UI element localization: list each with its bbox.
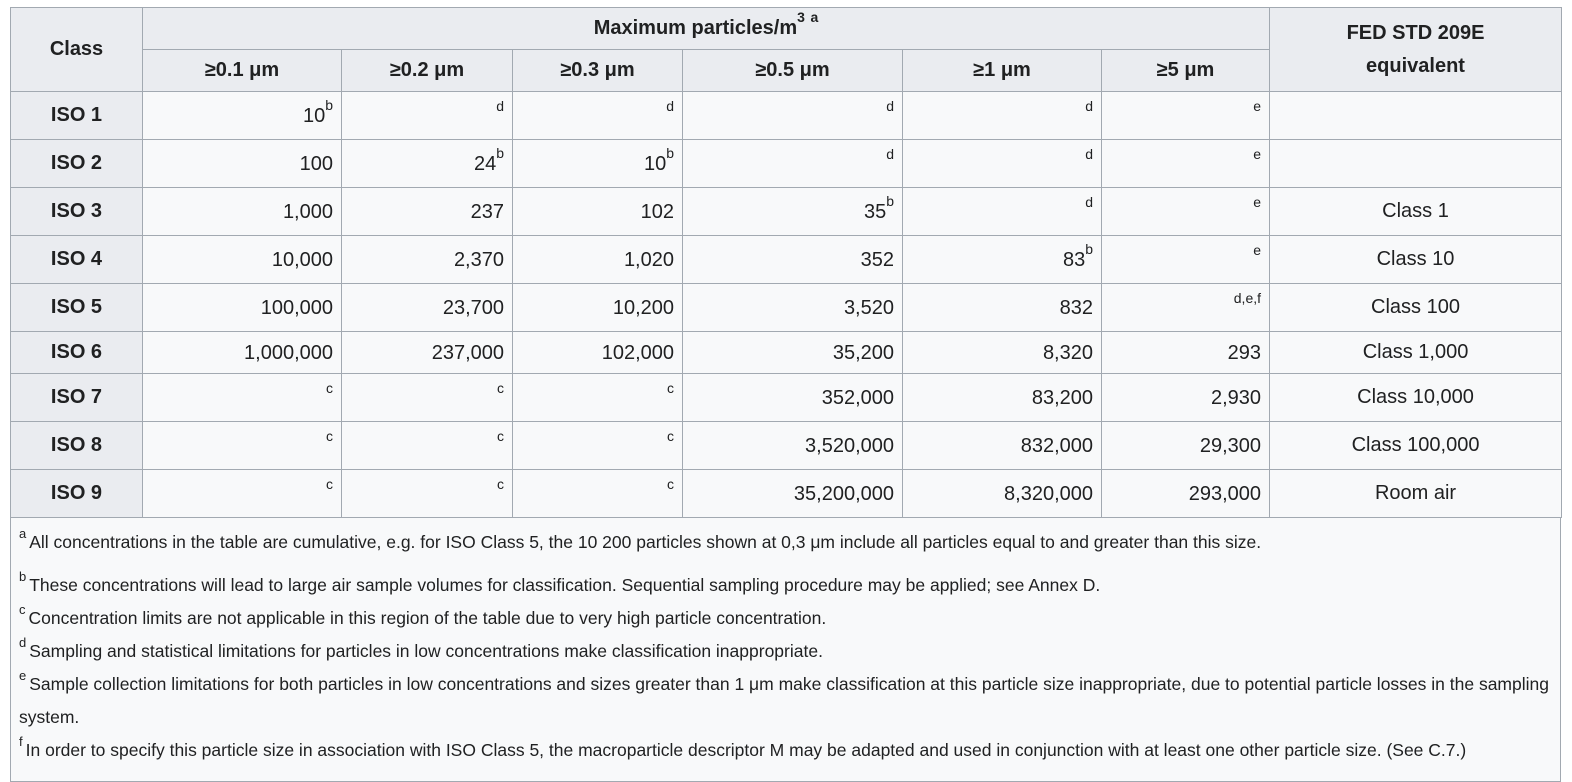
row-class-label: ISO 2 (11, 140, 143, 188)
row-class-label: ISO 9 (11, 470, 143, 518)
cell-footnote-mark: b (666, 144, 674, 161)
table-cell (342, 332, 513, 374)
row-class-label: ISO 1 (11, 92, 143, 140)
table-cell (342, 374, 513, 422)
table-row (11, 470, 1562, 518)
table-cell (342, 284, 513, 332)
cell-footnote-mark: d (1085, 146, 1093, 162)
cell-value: 10 (643, 152, 667, 175)
iso-cleanroom-classification-table (10, 7, 1562, 518)
table-cell (342, 236, 513, 284)
cell-footnote-mark: e (1253, 146, 1262, 162)
table-cell (143, 188, 342, 236)
table-cell (683, 374, 903, 422)
footnote-mark: a (19, 526, 27, 542)
footnote-mark: f (19, 734, 23, 750)
table-row (11, 140, 1562, 188)
header-size-3: ≥0.5 μm (683, 50, 903, 92)
fed-equivalent-cell: Class 100,000 (1270, 422, 1562, 470)
cell-footnote-mark: e (1253, 242, 1262, 258)
row-class-label: ISO 7 (11, 374, 143, 422)
cell-footnote-mark: b (325, 96, 333, 113)
table-cell (683, 332, 903, 374)
cell-value: 29,300 (1199, 434, 1262, 457)
cell-footnote-mark: d (1085, 194, 1093, 210)
cell-footnote-mark: c (667, 380, 674, 396)
footnote-c (19, 602, 1552, 635)
row-class-label: ISO 4 (11, 236, 143, 284)
fed-equivalent-cell: Class 1,000 (1270, 332, 1562, 374)
table-cell (143, 92, 342, 140)
cell-footnote-mark: c (326, 476, 333, 492)
table-cell (143, 374, 342, 422)
footnote-mark: d (19, 635, 27, 651)
table-body (11, 92, 1562, 518)
cell-value: 293,000 (1188, 482, 1262, 505)
cell-footnote-mark: b (1085, 240, 1093, 257)
table-cell (683, 140, 903, 188)
table-cell (1102, 140, 1270, 188)
cell-value: 8,320 (1042, 341, 1093, 364)
table-cell (143, 236, 342, 284)
row-class-label: ISO 8 (11, 422, 143, 470)
table-cell (143, 140, 342, 188)
cell-value: 24 (473, 152, 497, 175)
cell-footnote-mark: d,e,f (1233, 290, 1262, 306)
header-size-5: ≥5 μm (1102, 50, 1270, 92)
footnote-text: Sample collection limitations for both particles in low concentrations and sizes greater than 1 μm make classification at this particle size inappropriate, due to potential particle losses in the sampling system. (19, 674, 1549, 727)
table-row (11, 188, 1562, 236)
table-cell (903, 332, 1102, 374)
table-cell (683, 236, 903, 284)
header-fed-std (1270, 8, 1562, 92)
cell-value: 35 (863, 200, 887, 223)
table-cell (342, 92, 513, 140)
table-cell (683, 422, 903, 470)
cell-footnote-mark: b (496, 144, 504, 161)
table-cell (903, 470, 1102, 518)
table-cell (903, 284, 1102, 332)
table-row (11, 236, 1562, 284)
table-cell (513, 332, 683, 374)
table-row (11, 374, 1562, 422)
cell-value: 100 (299, 152, 333, 175)
cell-value: 832,000 (1020, 434, 1093, 457)
cell-value: 102 (640, 200, 674, 223)
cell-footnote-mark: c (667, 476, 674, 492)
fed-equivalent-cell: Class 10 (1270, 236, 1562, 284)
cell-value: 2,930 (1210, 386, 1262, 409)
table-footnotes (10, 518, 1561, 782)
table-cell (903, 236, 1102, 284)
cell-value: 23,700 (442, 296, 504, 319)
footnote-text: Sampling and statistical limitations for particles in low concentrations make classification inappropriate. (29, 641, 823, 661)
footnote-e (19, 668, 1552, 734)
header-size-0: ≥0.1 μm (143, 50, 342, 92)
table-cell (513, 140, 683, 188)
table-cell (683, 470, 903, 518)
table-cell (1102, 470, 1270, 518)
cell-footnote-mark: c (497, 428, 504, 444)
table-cell (513, 236, 683, 284)
cell-value: 35,200,000 (793, 482, 894, 505)
fed-equivalent-cell (1270, 140, 1562, 188)
cell-value: 2,370 (453, 248, 504, 271)
cell-value: 1,000 (282, 200, 333, 223)
iso-cleanroom-table-container (10, 7, 1561, 782)
cell-value: 352,000 (821, 386, 894, 409)
footnote-mark: e (19, 668, 27, 684)
header-group-label: Maximum particles/m (593, 17, 798, 39)
table-cell (513, 374, 683, 422)
table-cell (903, 140, 1102, 188)
table-row (11, 92, 1562, 140)
footnote-b (19, 569, 1552, 602)
footnote-text: In order to specify this particle size in association with ISO Class 5, the macroparticle descriptor M may be adapted and used in conjunction with at least one other particle size. (See C.7.) (25, 740, 1467, 760)
table-row (11, 284, 1562, 332)
fed-equivalent-cell: Room air (1270, 470, 1562, 518)
table-cell (342, 422, 513, 470)
table-cell (1102, 284, 1270, 332)
cell-footnote-mark: e (1253, 194, 1262, 210)
cell-value: 832 (1059, 296, 1093, 319)
cell-footnote-mark: c (497, 476, 504, 492)
header-class-label: Class (49, 38, 104, 60)
header-row-1 (11, 8, 1562, 50)
cell-footnote-mark: c (667, 428, 674, 444)
cell-footnote-mark: c (326, 428, 333, 444)
table-cell (342, 470, 513, 518)
table-row (11, 332, 1562, 374)
table-cell (143, 470, 342, 518)
table-cell (1102, 374, 1270, 422)
cell-value: 83 (1062, 248, 1086, 271)
row-class-label: ISO 6 (11, 332, 143, 374)
header-fed-line2: equivalent (1366, 54, 1465, 77)
table-cell (342, 188, 513, 236)
table-cell (903, 92, 1102, 140)
footnote-text: These concentrations will lead to large air sample volumes for classification. Sequential sampling procedure may be applied; see Annex D. (29, 575, 1101, 595)
cell-value: 237,000 (431, 341, 504, 364)
cell-footnote-mark: d (886, 146, 894, 162)
cell-value: 8,320,000 (1004, 482, 1093, 505)
fed-equivalent-cell: Class 1 (1270, 188, 1562, 236)
cell-footnote-mark: c (326, 380, 333, 396)
footnote-mark: c (19, 602, 26, 618)
table-cell (1102, 332, 1270, 374)
cell-footnote-mark: d (886, 98, 894, 114)
cell-value: 1,020 (623, 248, 674, 271)
table-cell (903, 422, 1102, 470)
table-cell (143, 422, 342, 470)
cell-value: 10 (302, 104, 326, 127)
cell-value: 1,000,000 (244, 341, 333, 364)
cell-footnote-mark: d (666, 98, 674, 114)
cell-value: 35,200 (832, 341, 894, 364)
cell-value: 3,520,000 (805, 434, 894, 457)
cell-value: 102,000 (601, 341, 674, 364)
header-group-footnote: a (810, 9, 819, 26)
cell-value: 10,000 (271, 248, 333, 271)
table-cell (1102, 188, 1270, 236)
table-cell (513, 470, 683, 518)
table-cell (1102, 92, 1270, 140)
footnote-text: All concentrations in the table are cumulative, e.g. for ISO Class 5, the 10 200 particles shown at 0,3 μm include all particles equal to and greater than this size. (29, 532, 1262, 552)
fed-equivalent-cell (1270, 92, 1562, 140)
cell-value: 100,000 (260, 296, 333, 319)
cell-value: 237 (470, 200, 504, 223)
table-cell (513, 188, 683, 236)
table-cell (1102, 236, 1270, 284)
header-fed-line1: FED STD 209E (1346, 21, 1485, 44)
cell-footnote-mark: d (1085, 98, 1093, 114)
cell-value: 10,200 (612, 296, 674, 319)
table-cell (513, 284, 683, 332)
header-group-exponent: 3 (797, 9, 805, 26)
row-class-label: ISO 3 (11, 188, 143, 236)
table-cell (683, 188, 903, 236)
cell-footnote-mark: c (497, 380, 504, 396)
header-size-4: ≥1 μm (903, 50, 1102, 92)
footnote-text: Concentration limits are not applicable in this region of the table due to very high particle concentration. (28, 608, 827, 628)
cell-footnote-mark: e (1253, 98, 1262, 114)
header-class (11, 8, 143, 92)
fed-equivalent-cell: Class 10,000 (1270, 374, 1562, 422)
table-cell (143, 284, 342, 332)
footnote-a (19, 526, 1552, 559)
table-row (11, 422, 1562, 470)
cell-footnote-mark: d (496, 98, 504, 114)
table-cell (1102, 422, 1270, 470)
cell-value: 293 (1227, 341, 1262, 364)
cell-value: 83,200 (1031, 386, 1093, 409)
table-cell (513, 422, 683, 470)
header-size-2: ≥0.3 μm (513, 50, 683, 92)
footnote-f (19, 734, 1552, 767)
cell-value: 3,520 (843, 296, 894, 319)
cell-value: 352 (860, 248, 894, 271)
footnote-d (19, 635, 1552, 668)
row-class-label: ISO 5 (11, 284, 143, 332)
footnote-mark: b (19, 569, 27, 585)
fed-equivalent-cell: Class 100 (1270, 284, 1562, 332)
table-cell (342, 140, 513, 188)
table-cell (513, 92, 683, 140)
header-max-particles (143, 8, 1270, 50)
table-cell (903, 374, 1102, 422)
table-cell (143, 332, 342, 374)
table-cell (683, 284, 903, 332)
table-cell (903, 188, 1102, 236)
header-size-1: ≥0.2 μm (342, 50, 513, 92)
table-cell (683, 92, 903, 140)
cell-footnote-mark: b (886, 192, 894, 209)
